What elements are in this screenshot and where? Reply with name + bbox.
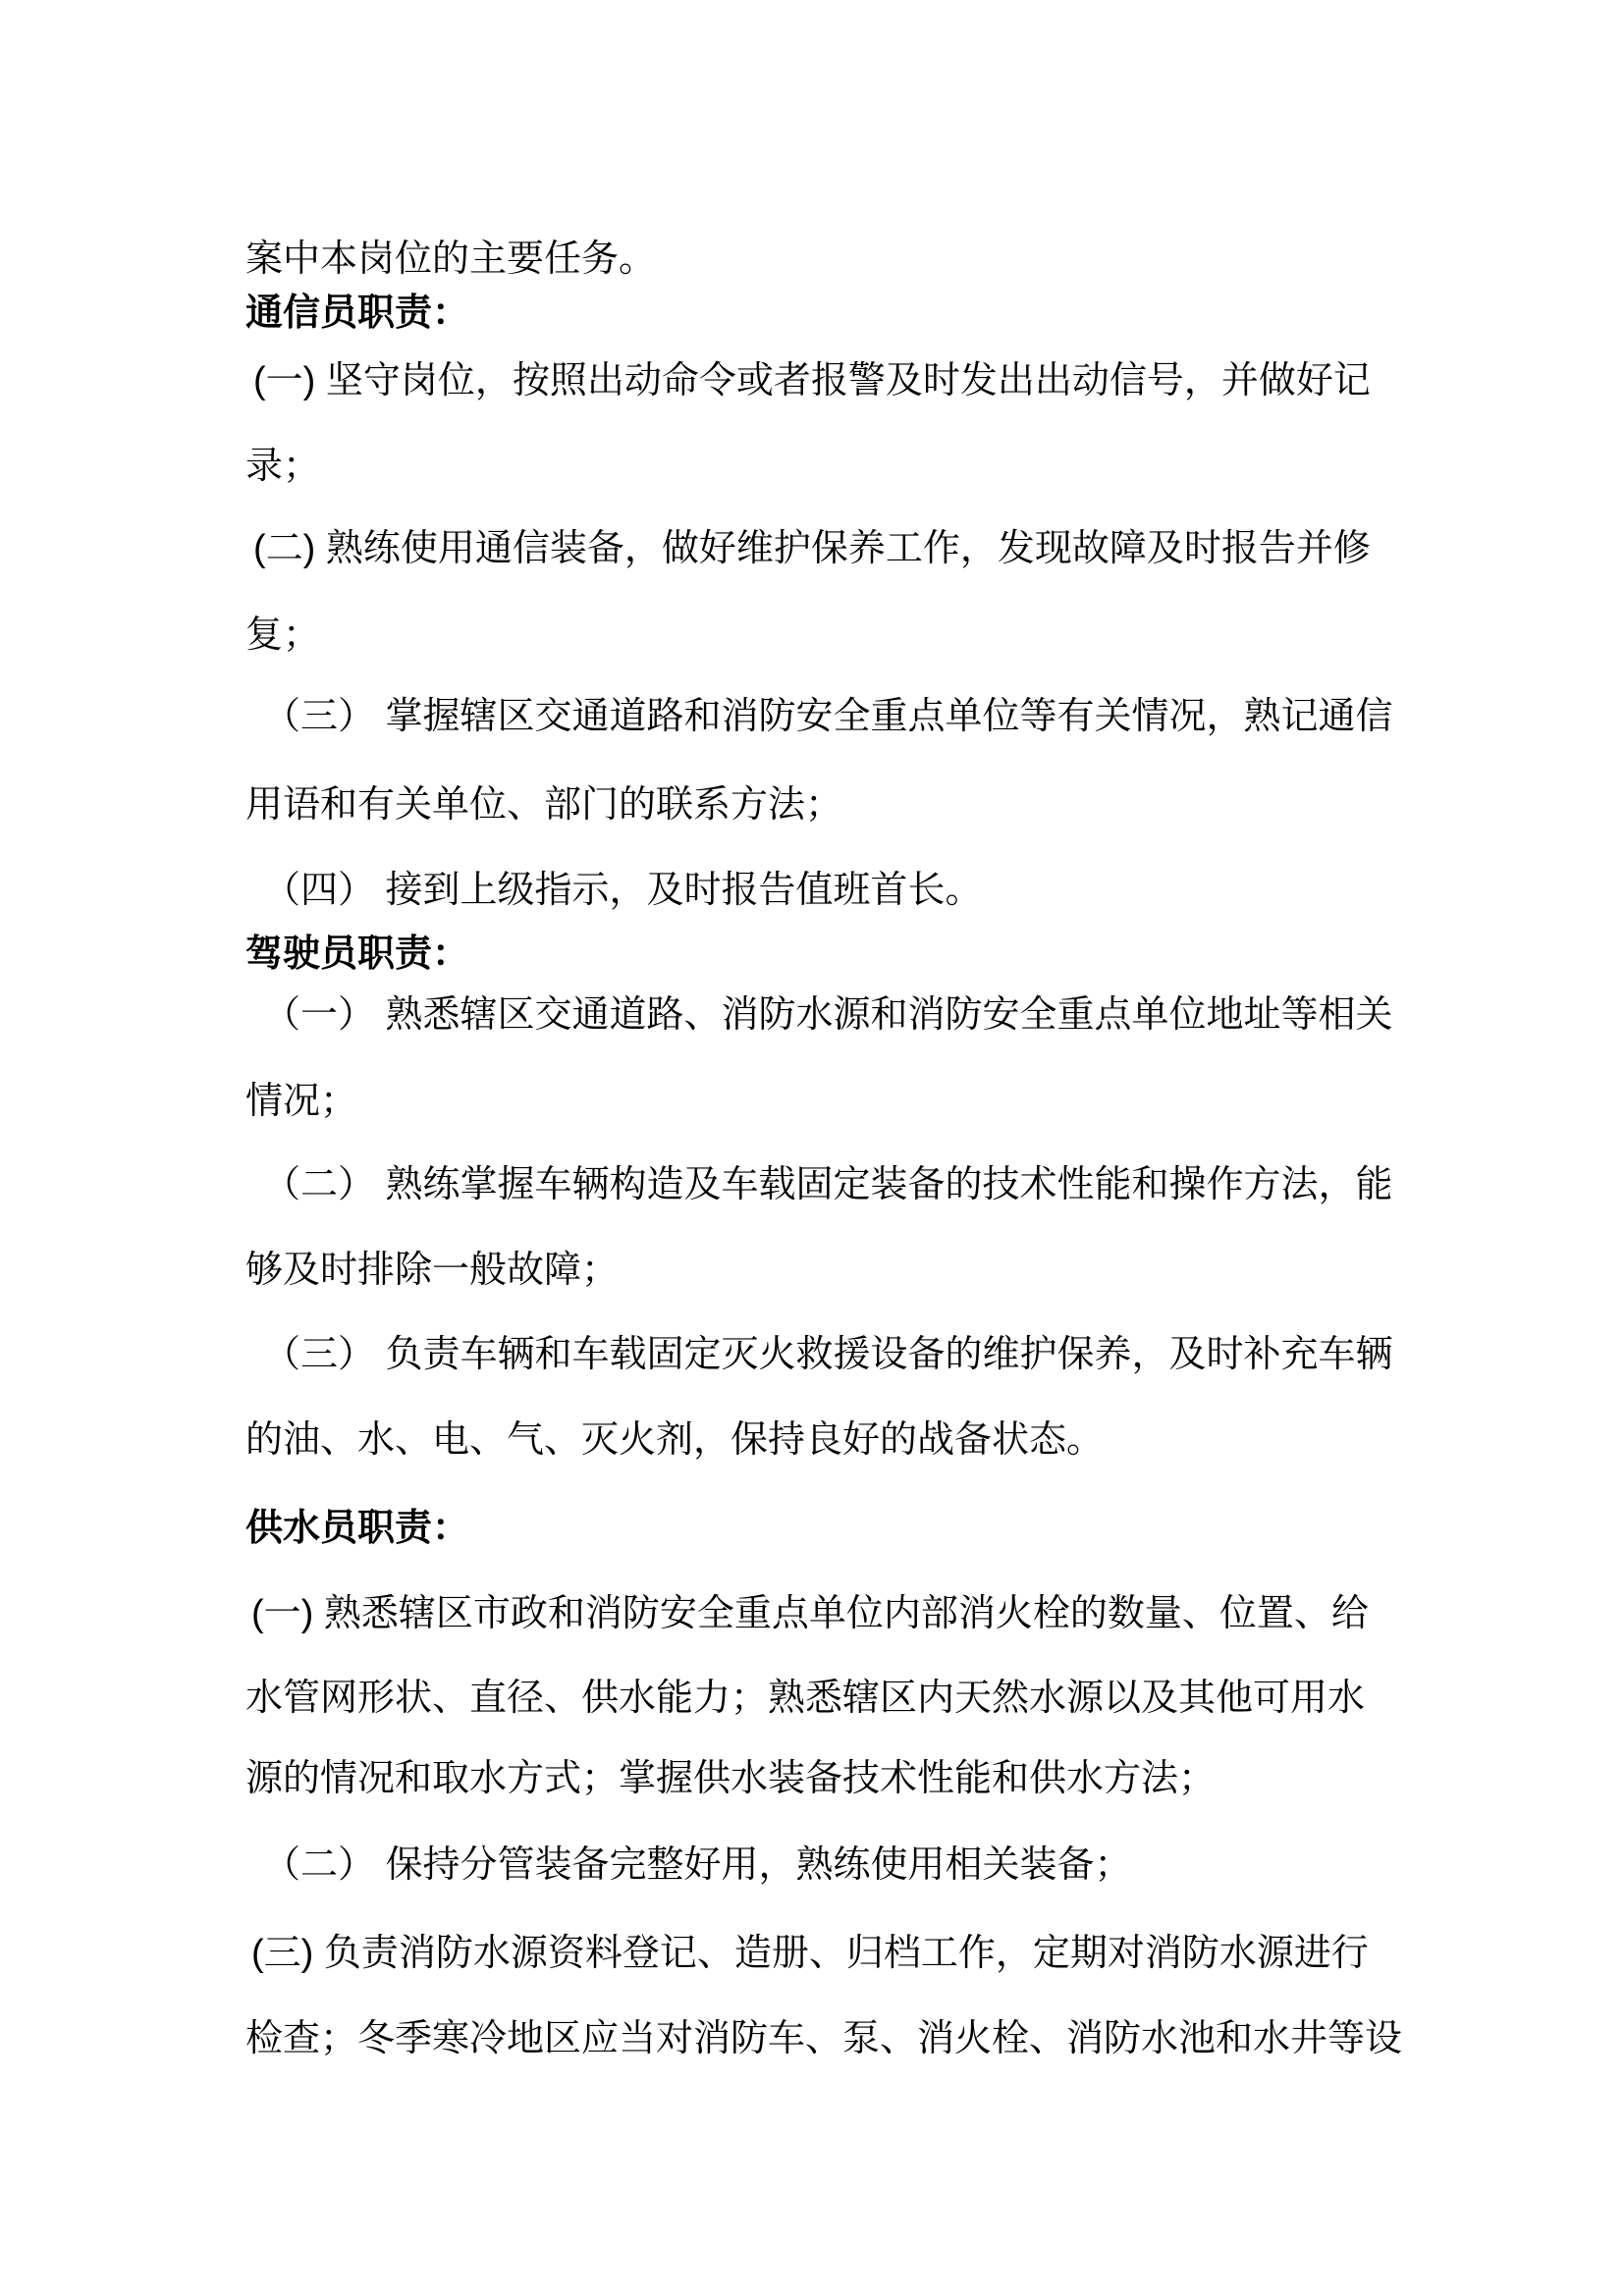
text-line: 录； (245, 446, 321, 487)
text-line: 复； (245, 614, 321, 656)
text-line: 够及时排除一般故障； (245, 1250, 620, 1291)
text-line: （三） 掌握辖区交通道路和消防安全重点单位等有关情况，熟记通信 (263, 696, 1393, 737)
section-heading-water-supply-duties: 供水员职责： (245, 1508, 470, 1549)
text-line: 检查；冬季寒冷地区应当对消防车、泵、消火栓、消防水池和水井等设 (245, 2018, 1403, 2059)
text-line: (二) 熟练使用通信装备，做好维护保养工作，发现故障及时报告并修 (253, 528, 1371, 569)
text-line: （四） 接到上级指示，及时报告值班首长。 (263, 870, 983, 911)
text-line: （三） 负责车辆和车载固定灭火救援设备的维护保养，及时补充车辆 (263, 1334, 1393, 1375)
text-line: 源的情况和取水方式；掌握供水装备技术性能和供水方法； (245, 1758, 1217, 1799)
text-line: （一） 熟悉辖区交通道路、消防水源和消防安全重点单位地址等相关 (263, 994, 1393, 1036)
section-heading-communicator-duties: 通信员职责： (245, 293, 470, 334)
text-line: (一) 坚守岗位，按照出动命令或者报警及时发出出动信号，并做好记 (253, 360, 1371, 401)
text-line: 水管网形状、直径、供水能力；熟悉辖区内天然水源以及其他可用水 (245, 1678, 1366, 1719)
text-line: 用语和有关单位、部门的联系方法； (245, 784, 843, 826)
text-line: 的油、水、电、气、灭火剂，保持良好的战备状态。 (245, 1419, 1105, 1461)
text-line: 案中本岗位的主要任务。 (245, 239, 657, 280)
text-line: (三) 负责消防水源资料登记、造册、归档工作，定期对消防水源进行 (251, 1933, 1369, 1974)
text-line: （二） 保持分管装备完整好用，熟练使用相关装备； (263, 1844, 1132, 1886)
text-line: （二） 熟练掌握车辆构造及车载固定装备的技术性能和操作方法，能 (263, 1164, 1393, 1205)
text-line: (一) 熟悉辖区市政和消防安全重点单位内部消火栓的数量、位置、给 (251, 1593, 1369, 1634)
text-line: 情况； (245, 1081, 358, 1122)
section-heading-driver-duties: 驾驶员职责： (245, 934, 470, 975)
